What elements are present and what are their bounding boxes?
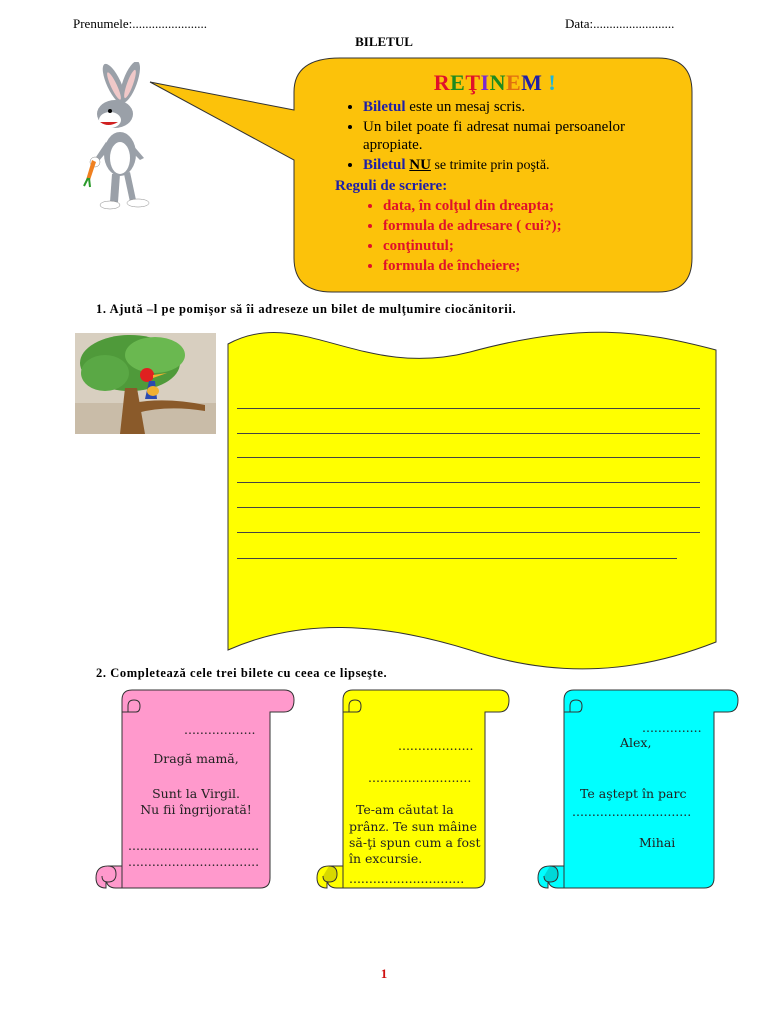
- scroll-2-greeting[interactable]: ..........................: [368, 770, 472, 785]
- scroll-3-date[interactable]: ...............: [642, 720, 702, 735]
- callout-heading-letter: Ţ: [465, 70, 481, 95]
- page-number: 1: [380, 966, 388, 981]
- writing-line[interactable]: [237, 457, 700, 458]
- rule-item: • conţinutul;: [383, 237, 625, 255]
- callout-point-1-text: este un mesaj scris.: [405, 99, 526, 115]
- callout-heading-letter: !: [548, 70, 557, 95]
- scroll-2-body-line-2: prânz. Te sun mâine: [349, 819, 477, 834]
- scroll-3-greeting: Alex,: [620, 735, 652, 750]
- task-2-instruction: 2. Completează cele trei bilete cu ceea ce lipseşte.: [96, 666, 388, 680]
- scroll-2-body-line-4: în excursie.: [349, 851, 423, 866]
- callout-heading-letter: M: [521, 70, 543, 95]
- callout-heading-letter: N: [489, 70, 506, 95]
- name-field-label: Prenumele:.......................: [73, 16, 207, 31]
- rule-item: • formula de încheiere;: [383, 257, 625, 275]
- scroll-1-greeting: Dragă mamă,: [153, 751, 239, 766]
- writing-line[interactable]: [237, 558, 677, 559]
- scroll-1-body-line-1: Sunt la Virgil.: [152, 786, 240, 801]
- writing-line[interactable]: [237, 507, 700, 508]
- scroll-1-body-line-2: Nu fii îngrijorată!: [140, 802, 252, 817]
- scroll-3-dots[interactable]: ..............................: [572, 804, 692, 819]
- callout-point-2-text: Un bilet poate fi adresat numai persoanelor apropiate.: [363, 119, 625, 153]
- rules-heading: Reguli de scriere:: [335, 178, 448, 194]
- writing-line[interactable]: [237, 532, 700, 533]
- scroll-3-body: Te aştept în parc: [580, 786, 687, 801]
- rule-item: • formula de adresare ( cui?);: [383, 217, 625, 235]
- callout-heading-letter: E: [450, 70, 466, 95]
- scroll-2-body-line-1: Te-am căutat la: [356, 802, 454, 817]
- note-scroll-2: [315, 688, 511, 902]
- callout-heading-letter: R: [433, 70, 451, 95]
- scroll-1-closing[interactable]: .................................: [128, 838, 260, 853]
- scroll-2-date[interactable]: ...................: [398, 738, 474, 753]
- task-1-instruction: 1. Ajută –l pe pomişor să îi adreseze un bilet de mulţumire ciocănitorii.: [96, 302, 517, 316]
- writing-line[interactable]: [237, 482, 700, 483]
- scroll-1-date[interactable]: ..................: [184, 722, 256, 737]
- page-title: BILETUL: [355, 34, 413, 49]
- writing-line[interactable]: [237, 408, 700, 409]
- callout-point-3-bold: Biletul: [363, 157, 406, 173]
- scroll-3-signature: Mihai: [639, 835, 676, 850]
- date-field-label: Data:.........................: [565, 16, 675, 31]
- scroll-1-signature[interactable]: .................................: [128, 854, 260, 869]
- callout-heading-letter: E: [505, 70, 522, 95]
- writing-line[interactable]: [237, 433, 700, 434]
- callout-point-3-nu: NU: [409, 157, 431, 173]
- rule-item: • data, în colţul din dreapta;: [383, 197, 625, 215]
- scroll-2-body-line-3: să-ţi spun cum a fost: [349, 835, 481, 850]
- scroll-2-signature[interactable]: .............................: [349, 871, 465, 886]
- callout-point-1-bold: Biletul: [363, 99, 406, 115]
- callout-heading-letter: I: [480, 70, 490, 95]
- callout-point-3-text: se trimite prin poştă.: [430, 158, 550, 173]
